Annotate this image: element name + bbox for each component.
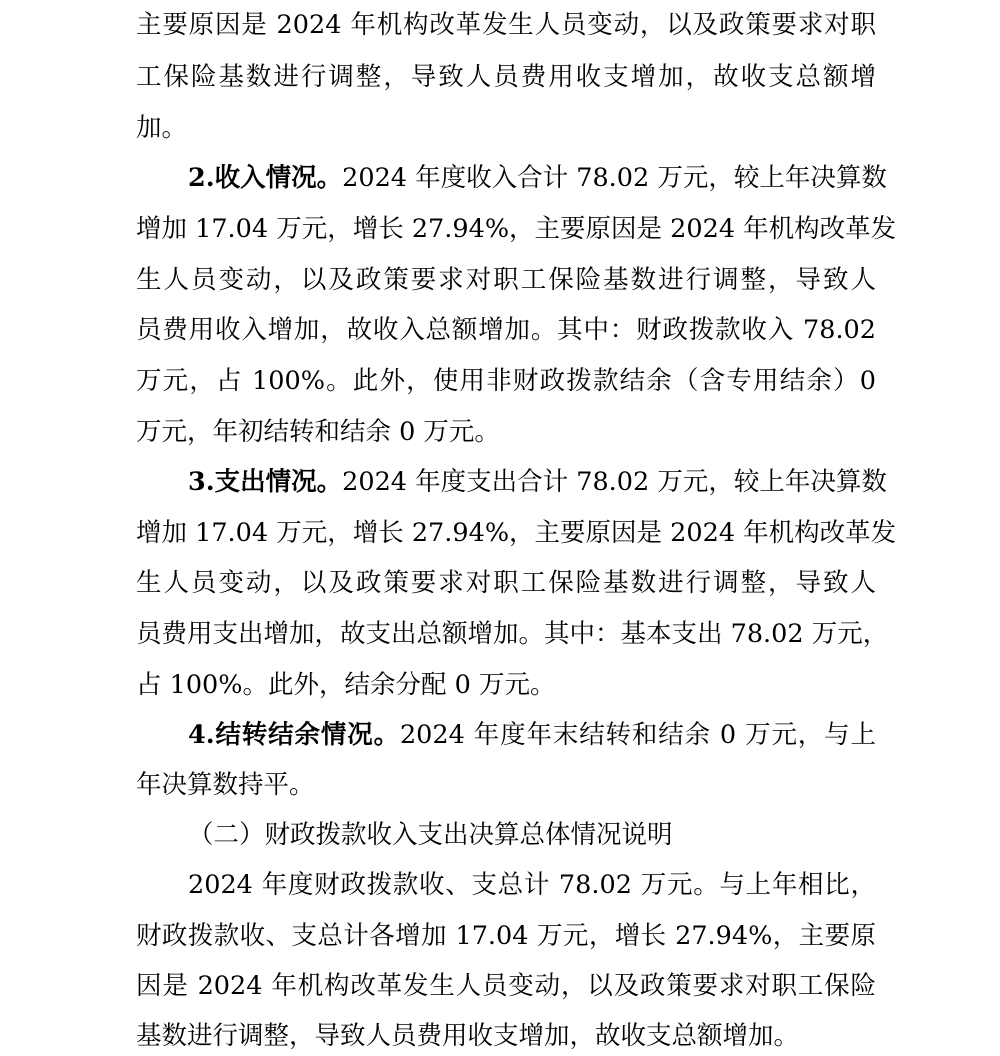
paragraph-line: 年决算数持平。 [136,770,315,800]
income-heading: 2.收入情况。 [188,163,343,193]
paragraph-line: 万元，占 100%。此外，使用非财政拨款结余（含专用结余）0 [136,366,876,396]
paragraph-line: 员费用收入增加，故收入总额增加。其中：财政拨款收入 78.02 [136,315,876,345]
paragraph-line: 因是 2024 年机构改革发生人员变动，以及政策要求对职工保险 [136,971,876,1001]
paragraph-line: 增加 17.04 万元，增长 27.94%，主要原因是 2024 年机构改革发 [136,518,897,548]
paragraph-line-text: 2024 年度收入合计 78.02 万元，较上年决算数 [342,163,887,193]
carryover-paragraph-first-line [188,718,876,752]
paragraph-line: 生人员变动，以及政策要求对职工保险基数进行调整，导致人 [136,265,876,295]
paragraph-line: 员费用支出增加，故支出总额增加。其中：基本支出 78.02 万元， [136,619,889,649]
paragraph-line: 工保险基数进行调整，导致人员费用收支增加，故收支总额增 [136,62,876,92]
paragraph-line: 基数进行调整，导致人员费用收支增加，故收支总额增加。 [136,1021,800,1051]
paragraph-line: 生人员变动，以及政策要求对职工保险基数进行调整，导致人 [136,568,876,598]
carryover-heading: 4.结转结余情况。 [188,720,400,750]
section-heading: （二）财政拨款收入支出决算总体情况说明 [188,820,673,850]
paragraph-line: 2024 年度财政拨款收、支总计 78.02 万元。与上年相比， [188,870,876,900]
paragraph-line: 财政拨款收、支总计各增加 17.04 万元，增长 27.94%，主要原 [136,921,876,951]
paragraph-line: 增加 17.04 万元，增长 27.94%，主要原因是 2024 年机构改革发 [136,214,897,244]
paragraph-line-text: 2024 年度支出合计 78.02 万元，较上年决算数 [342,467,887,497]
income-paragraph-first-line [188,161,887,195]
paragraph-line: 占 100%。此外，结余分配 0 万元。 [136,670,556,700]
paragraph-line-text: 2024 年度年末结转和结余 0 万元，与上 [399,720,876,750]
expense-paragraph-first-line [188,465,887,499]
expense-heading: 3.支出情况。 [188,467,343,497]
paragraph-line: 加。 [136,113,188,143]
paragraph-line: 万元，年初结转和结余 0 万元。 [136,417,500,447]
paragraph-line: 主要原因是 2024 年机构改革发生人员变动，以及政策要求对职 [136,10,876,40]
